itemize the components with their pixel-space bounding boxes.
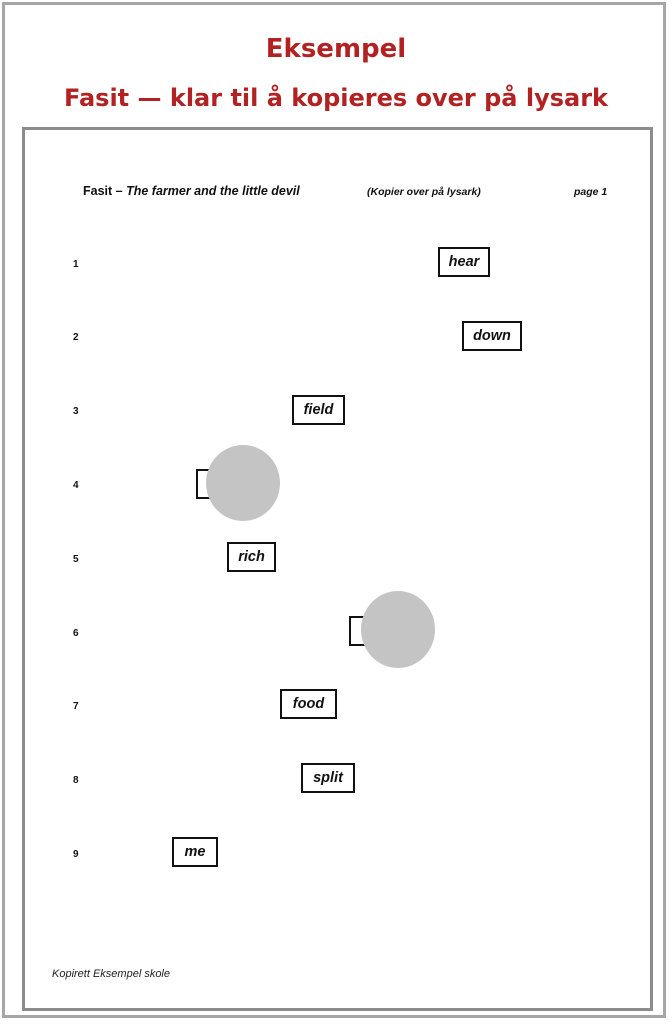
- row-number-9: 9: [73, 849, 79, 860]
- sheet-title-story: The farmer and the little devil: [126, 184, 300, 198]
- cover-circle: [206, 445, 280, 521]
- row-number-3: 3: [73, 406, 79, 417]
- answer-box-5: rich: [227, 542, 276, 572]
- page-title: Eksempel: [265, 34, 407, 64]
- row-number-4: 4: [73, 480, 79, 491]
- cover-circle: [361, 591, 435, 668]
- answer-box-2: down: [462, 321, 522, 351]
- row-number-6: 6: [73, 628, 79, 639]
- answer-sheet: [22, 127, 653, 1011]
- sheet-title: [83, 184, 300, 198]
- row-number-8: 8: [73, 775, 79, 786]
- page-number: page 1: [574, 186, 608, 198]
- answer-box-8: split: [301, 763, 355, 793]
- row-number-1: 1: [73, 259, 79, 270]
- copyright-footer: Kopirett Eksempel skole: [52, 968, 170, 980]
- page-subtitle: Fasit — klar til å kopieres over på lysark: [63, 84, 608, 112]
- answer-box-1: hear: [438, 247, 490, 277]
- row-number-2: 2: [73, 332, 79, 343]
- answer-box-7: food: [280, 689, 337, 719]
- answer-box-3: field: [292, 395, 345, 425]
- copy-note: (Kopier over på lysark): [367, 186, 481, 198]
- row-number-5: 5: [73, 554, 79, 565]
- answer-box-9: me: [172, 837, 218, 867]
- row-number-7: 7: [73, 701, 79, 712]
- sheet-title-prefix: Fasit –: [83, 184, 123, 198]
